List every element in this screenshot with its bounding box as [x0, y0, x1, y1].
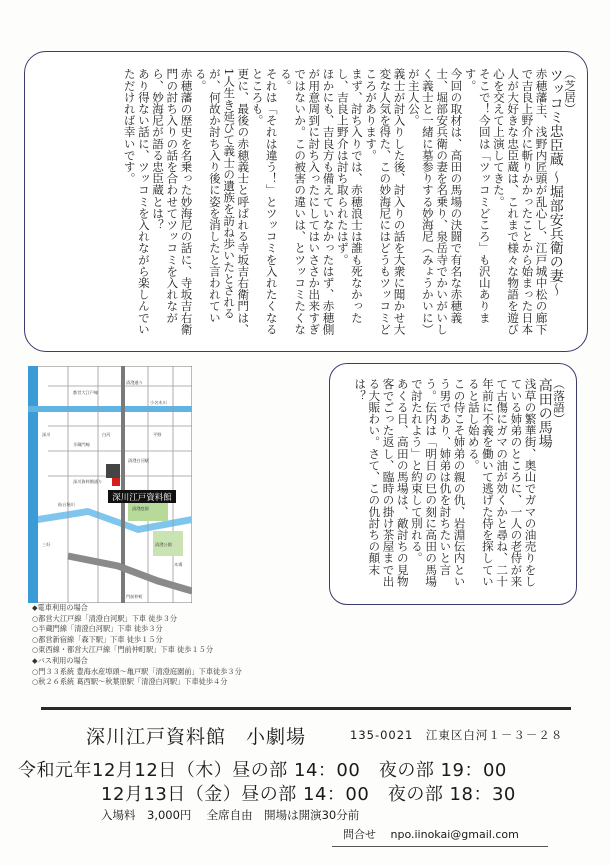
play-genre: （芝居）: [563, 68, 577, 115]
map-label: 白河: [102, 432, 111, 437]
venue-marker: [112, 478, 120, 486]
play-description-box: [24, 51, 588, 352]
access-item: ○都営新宿線「森下駅」下車 徒歩１５分: [32, 634, 163, 644]
map-label: 清澄庭園: [132, 506, 149, 511]
play-paragraph: ほかにも、吉良方も備えていなかったはず、赤穂側が用意周到に討ち入ったにしてはいささか出来すぎではないか。この被害の違いは、とツッコミたくなる。: [278, 68, 336, 335]
rakugo-description-box: [329, 363, 577, 605]
map-label: 仙台堀川: [58, 502, 75, 507]
access-rail-header: ◆電車利用の場合: [32, 603, 88, 612]
rakugo-genre: （落語）: [552, 378, 566, 425]
play-paragraph: 義士が討入りした後、討入りの話を大衆に聞かせ大変な人気を得た、この妙海尼にはどうもツッコミどころがあります。: [364, 68, 407, 335]
play-paragraph: 今回の取材は、高田の馬場の決闘で有名な赤穂義士、堀部安兵衛の妻を名乗り、泉岳寺でかいがいしく義士と一緒に墓参りする妙海尼（みょうかいに）が主人公。: [406, 68, 464, 335]
play-paragraph: 赤穂藩の歴史を名乗った妙海尼の話に、寺坂吉右衛門の討ち入りの話を合わせてツッコミを入れながら、妙海尼が語る忠臣蔵とは？: [151, 68, 194, 335]
play-paragraph: 更に、最後の赤穂義士と呼ばれる寺坂吉右衛門は、1人生き延びて義士の遺族を訪ね歩いたとされるが、何故か討ち入り後に姿を消したと言われている。: [193, 68, 251, 335]
map-label: 清澄通り: [126, 380, 143, 385]
play-paragraph: そこで！今回は「ツッコミどころ」も沢山あります。: [463, 68, 492, 324]
divider: [41, 707, 571, 710]
station-marker: [106, 464, 120, 478]
venue-map-label: 深川江戸資料館: [112, 493, 172, 503]
access-map: [28, 366, 192, 603]
map-label: 木場: [174, 562, 183, 567]
admission-info: 入場料 3,000円 全席自由 開場は開演30分前: [101, 808, 360, 822]
venue-address: 135-0021 江東区白河１－３－２８: [350, 728, 564, 742]
map-label: 都営大江戸線: [73, 390, 99, 395]
access-item: ○秋２６系統 葛西駅〜秋葉原駅「清澄白河駅」下車徒歩４分: [32, 677, 228, 687]
access-item: ○都営大江戸線「清澄白河駅」下車 徒歩３分: [32, 613, 178, 623]
performance-date-2: 12月13日（金）昼の部 14：00 夜の部 18：30: [101, 784, 516, 805]
rakugo-description-text: [340, 378, 566, 594]
rakugo-paragraph: 浅草の繁華街、奥山でガマの油売りをしている姉弟のところに、一人の老侍が来て古傷にガマの油が効くかと尋ね、二十年前に不義を働いて逃げた侍を探していると話し始める。: [466, 378, 538, 587]
play-paragraph: まず、討ち入りでは、赤穂浪士は誰も死なかったし、吉良上野介は討ち取られたはず。: [335, 68, 364, 324]
rakugo-title: 高田の馬場: [536, 378, 553, 448]
play-paragraph: 赤穂藩主、浅野内匠頭が乱心し、江戸城中松の廊下で吉良上野介に斬りかかったことから始まった日本人が大好きな忠臣蔵は、これまで様々な物語を遊び心を交えて上演してきた。: [491, 68, 549, 335]
access-bus-header: ◆バス利用の場合: [32, 655, 88, 665]
access-item: ○東西線・都営大江戸線「門前仲町駅」下車 徒歩１５分: [32, 645, 214, 655]
venue-name: 深川江戸資料館 小劇場: [86, 726, 307, 748]
map-label: 清澄公園: [155, 542, 172, 547]
contact-info[interactable]: 問合せ npo.iinokai@gmail.com: [343, 828, 519, 841]
map-label: 三好: [42, 542, 51, 547]
map-label: 平野: [153, 432, 162, 437]
map-label: 小名木川: [150, 400, 167, 405]
rakugo-paragraph: あくる日、高田の馬場は、敵討ちの見物客でごった返し、臨時の掛け茶屋まで出る大賑わい。さて、この仇討ちの顛末は？: [353, 378, 410, 587]
map-label: 深川: [42, 432, 51, 437]
access-info: [32, 603, 292, 688]
play-title: ツッコミ忠臣蔵 〜堀部安兵衛の妻〜: [547, 68, 564, 297]
rakugo-paragraph: この侍こそ姉弟の親の仇、岩淵伝内という男であり、姉弟は仇を討ちたいと言う。伝内は「明日の巳の刻に高田の馬場で討たれよう」と約束して別れる。: [409, 378, 467, 587]
play-paragraph: それは「それは違う！」とツッコミを入れたくなるところも。: [250, 68, 279, 335]
map-label: 深川資料館通り: [73, 479, 103, 484]
play-paragraph: あり得ない話に、ツッコミを入れながら楽しんでいただければ幸いです。: [122, 68, 151, 335]
river: [28, 406, 192, 412]
map-label: 半蔵門線: [73, 442, 90, 447]
play-description-text: [35, 68, 577, 337]
map-label: 清澄白河駅: [128, 458, 149, 463]
performance-date-1: 令和元年12月12日（木）昼の部 14：00 夜の部 19：00: [18, 760, 507, 781]
access-item: ○門３３系統 豊海水産埠頭〜亀戸駅「清澄庭園前」下車徒歩３分: [32, 666, 242, 676]
river: [28, 366, 38, 603]
map-label: 門前仲町: [126, 594, 143, 599]
contact-underline: [332, 846, 548, 847]
access-item: ○半蔵門線「清澄白河駅」下車 徒歩３分: [32, 624, 163, 634]
